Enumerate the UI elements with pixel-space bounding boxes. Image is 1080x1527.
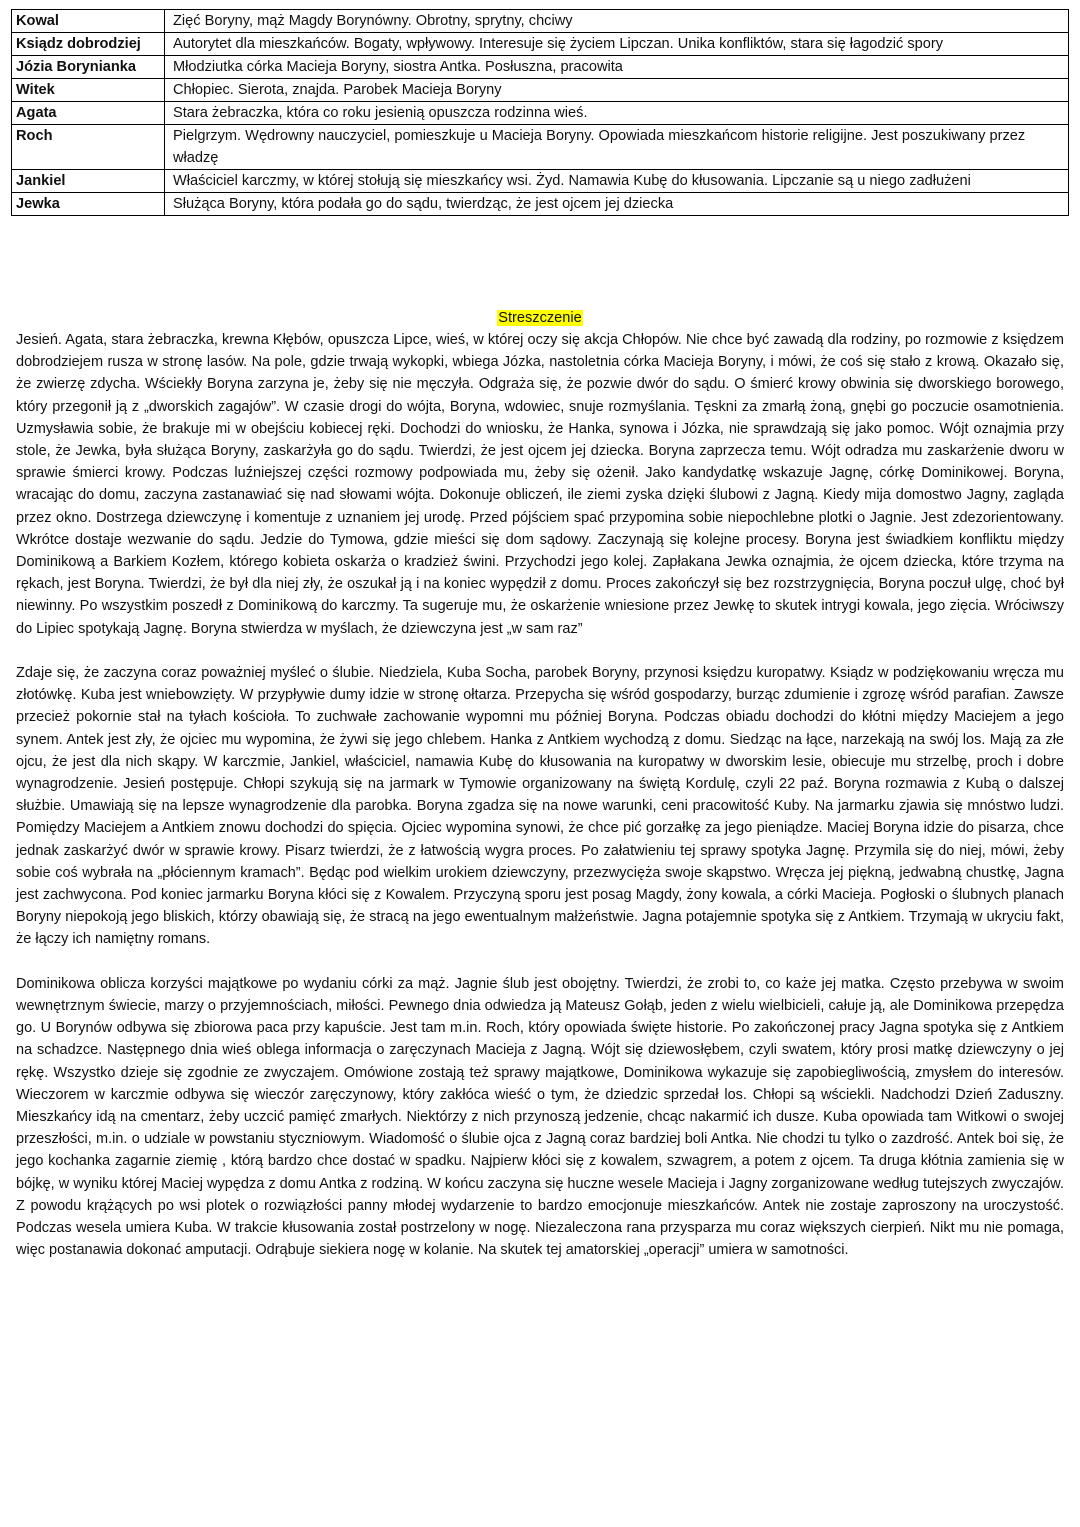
- character-description: Młodziutka córka Macieja Boryny, siostra Antka. Posłuszna, pracowita: [165, 56, 1069, 79]
- summary-paragraph: Zdaje się, że zaczyna coraz poważniej myśleć o ślubie. Niedziela, Kuba Socha, parobek Boryny, przynosi księdzu kuropatwy. Ksiądz w podziękowaniu wręcza mu złotówkę. Kuba jest wniebowzięty. W przypływie dumy idzie w stronę ołtarza. Przepycha się wśród gospodarzy, burząc zdumienie i zgrozę wśród parafian. Zawsze przecież pokornie stał na tyłach kościoła. To zuchwałe zachowanie wypomni mu później Boryna. Podczas obiadu dochodzi do kłótni między Maciejem a jego synem. Antek jest zły, że ojciec mu wypomina, że żywi się jego chlebem. Hanka z Antkiem wychodzą z domu. Siedząc na łące, narzekają na swój los. Mają za złe ojcu, że jest dla nich skąpy. W karczmie, Jankiel, właściciel, namawia Kubę do kłusowania na kuropatwy w dworskim lesie, obiecuje mu strzelbę, proch i dobre wynagrodzenie. Jesień postępuje. Chłopi szykują się na jarmark w Tymowie organizowany na świętą Kordulę, czyli 22 paź. Boryna rozmawia z Kubą o dalszej służbie. Umawiają się na lepsze wynagrodzenie dla parobka. Boryna zgadza się na nowe warunki, ceni pracowitość Kuby. Na jarmarku zjawia się mnóstwo ludzi. Pomiędzy Maciejem a Antkiem znowu dochodzi do spięcia. Ojciec wypomina synowi, że chce pić gorzałkę za jego pieniądze. Maciej Boryna idzie do pisarza, chce jednak zaskarżyć dwór w sprawie krowy. Pisarz twierdzi, że z łatwością wygra proces. Po załatwieniu tej sprawy spotyka Jagnę. Przymila się do niej, mówi, żeby sobie coś wybrała na „płóciennym kramach”. Będąc pod wielkim urokiem dziewczyny, przezwycięża swoje skąpstwo. Wręcza jej piękną, jedwabną chustkę, Jagna jest zachwycona. Pod koniec jarmarku Boryna kłóci się z Kowalem. Przyczyną sporu jest posag Magdy, żony kowala, a córki Macieja. Pogłoski o ślubnych planach Boryny niepokoją jego bliskich, którzy obawiają się, że stracą na jego ewentualnym małżeństwie. Jagna potajemnie spotyka się z Antkiem. Trzymają w ukryciu fakt, że łączy ich namiętny romans.: [16, 665, 1064, 948]
- characters-table: [11, 9, 1069, 216]
- character-name: Jewka: [12, 193, 165, 216]
- character-name: Roch: [12, 125, 165, 170]
- summary-title-highlight: Streszczenie: [498, 310, 582, 326]
- character-description: Pielgrzym. Wędrowny nauczyciel, pomieszkuje u Macieja Boryny. Opowiada mieszkańcom historie religijne. Jest poszukiwany przez władzę: [165, 125, 1069, 170]
- character-description: Zięć Boryny, mąż Magdy Borynówny. Obrotny, sprytny, chciwy: [165, 10, 1069, 33]
- summary-paragraph: Jesień. Agata, stara żebraczka, krewna Kłębów, opuszcza Lipce, wieś, w której oczy się akcja Chłopów. Nie chce być zawadą dla rodziny, po rozmowie z księdzem dobrodziejem rusza w stronę lasów. Na pole, gdzie trwają wykopki, wbiega Józka, nastoletnia córka Macieja Boryny, i mówi, że coś się stało z krową. Okazało się, że zwierzę zdycha. Wściekły Boryna zarzyna je, żeby się nie męczyła. Odgraża się, że pozwie dwór do sądu. O śmierć krowy obwinia się dworskiego borowego, który przegonił ją z „dworskich zagajów”. W czasie drogi do wójta, Boryna, wdowiec, snuje rozmyślania. Tęskni za zmarłą żoną, gnębi go poczucie osamotnienia. Uzmysławia sobie, że brakuje mi w obejściu kobiecej ręki. Dochodzi do wniosku, że Hanka, synowa i Józka, nie sprawdzają się jako pomoc. Wójt oznajmia przy stole, że Jewka, była służąca Boryny, zaskarżyła go do sądu. Twierdzi, że jest ojcem jej dziecka. Boryna zaprzecza temu. Wójt odradza mu zaskarżenie dworu w sprawie śmierci krowy. Podczas luźniejszej części rozmowy podpowiada mu, żeby się ożenił. Jako kandydatkę wskazuje Jagnę, córkę Dominikowej. Boryna, wracając do domu, zaczyna zastanawiać się nad słowami wójta. Dokonuje obliczeń, ile ziemi zyska dzięki ślubowi z Jagną. Kiedy mija domostwo Jagny, zagląda przez okno. Dostrzega dziewczynę i komentuje z uznaniem jej urodę. Przed pójściem spać przypomina sobie niepochlebne plotki o Jagnie. Jest zdezorientowany. Wkrótce dostaje wezwanie do sądu. Jedzie do Tymowa, gdzie mieści się dom sądowy. Zaczynają się kolejne procesy. Boryna jest świadkiem konfliktu między Dominikową a Barkiem Kozłem, którego kobieta oskarża o kradzież świni. Przychodzi jego kolej. Zapłakana Jewka oznajmia, że ojcem dziecka, które trzyma na rękach, jest Boryna. Twierdzi, że był dla niej zły, że oszukał ją i na koniec wypędził z domu. Proces zakończył się bez rozstrzygnięcia, Boryna poczuł ulgę, choć był niewinny. Po wszystkim poszedł z Dominikową do karczmy. Ta sugeruje mu, że oskarżenie wniesione przez Jewkę to skutek intrygi kowala, jego zięcia. Wróciwszy do Lipiec spotykają Jagnę. Boryna stwierdza w myślach, że dziewczyna jest „w sam raz”: [16, 332, 1064, 637]
- table-row: [12, 125, 1069, 170]
- table-row: [12, 10, 1069, 33]
- table-row: [12, 102, 1069, 125]
- character-description: Właściciel karczmy, w której stołują się mieszkańcy wsi. Żyd. Namawia Kubę do kłusowania. Lipczanie są u niego zadłużeni: [165, 170, 1069, 193]
- character-name: Agata: [12, 102, 165, 125]
- table-row: [12, 79, 1069, 102]
- character-description: Autorytet dla mieszkańców. Bogaty, wpływowy. Interesuje się życiem Lipczan. Unika konfliktów, stara się łagodzić spory: [165, 33, 1069, 56]
- character-name: Józia Borynianka: [12, 56, 165, 79]
- character-description: Chłopiec. Sierota, znajda. Parobek Macieja Boryny: [165, 79, 1069, 102]
- table-row: [12, 33, 1069, 56]
- character-description: Służąca Boryny, która podała go do sądu, twierdząc, że jest ojcem jej dziecka: [165, 193, 1069, 216]
- character-name: Witek: [12, 79, 165, 102]
- table-row: [12, 170, 1069, 193]
- character-name: Ksiądz dobrodziej: [12, 33, 165, 56]
- summary-body: [16, 329, 1064, 1284]
- character-name: Kowal: [12, 10, 165, 33]
- summary-heading: [0, 307, 1080, 329]
- table-row: [12, 193, 1069, 216]
- character-description: Stara żebraczka, która co roku jesienią opuszcza rodzinna wieś.: [165, 102, 1069, 125]
- summary-paragraph: Dominikowa oblicza korzyści majątkowe po wydaniu córki za mąż. Jagnie ślub jest obojętny. Twierdzi, że zrobi to, co każe jej matka. Często przebywa w swoim wewnętrznym świecie, marzy o przyjemnościach, miłości. Pewnego dnia odwiedza ją Mateusz Gołąb, jeden z wielu wielbicieli, całuje ją, ale Dominikowa przepędza go. U Borynów odbywa się zbiorowa paca przy kapuście. Jest tam m.in. Roch, który opowiada święte historie. Po zakończonej pracy Jagna spotyka się z Antkiem na schadzce. Następnego dnia wieś oblega informacja o zaręczynach Macieja z Jagną. Wójt się dziewosłębem, czyli swatem, który prosi matkę dziewczyny o jej rękę. Wszystko dzieje się zgodnie ze zwyczajem. Omówione zostają też sprawy majątkowe, Dominikowa wykazuje się zapobiegliwością, zmysłem do interesów. Wieczorem w karczmie odbywa się wieczór zaręczynowy, który zakłóca wieść o tym, że dziedzic sprzedał los. Chłopi są wściekli. Nadchodzi Dzień Zaduszny. Mieszkańcy idą na cmentarz, żeby uczcić pamięć zmarłych. Niektórzy z nich przynoszą jedzenie, chcąc nakarmić ich dusze. Kuba opowiada tam Witkowi o swojej przeszłości, m.in. o udziale w powstaniu styczniowym. Wiadomość o ślubie ojca z Jagną coraz bardziej boli Antka. Nie chodzi tu tylko o zazdrość. Antek boi się, że jego kochanka zagarnie ziemię , którą bardzo chce dostać w spadku. Najpierw kłóci się z kowalem, szwagrem, a potem z ojcem. Ta druga kłótnia zamienia się w bójkę, w wyniku której Maciej wypędza z domu Antka z rodziną. W końcu zaczyna się huczne wesele Macieja i Jagny zorganizowane według tutejszych zwyczajów. Z powodu krążących po wsi plotek o rozwiązłości panny młodej wydarzenie to bardzo emocjonuje mieszkańców. Antek nie zostaje zaproszony na uroczystość. Podczas wesela umiera Kuba. W trakcie kłusowania został postrzelony w nogę. Niezaleczona rana przysparza mu coraz większych cierpień. Nikt mu nie pomaga, więc postanawia dokonać amputacji. Odrąbuje siekiera nogę w kolanie. Na skutek tej amatorskiej „operacji” umiera w samotności.: [16, 975, 1064, 1259]
- table-row: [12, 56, 1069, 79]
- character-name: Jankiel: [12, 170, 165, 193]
